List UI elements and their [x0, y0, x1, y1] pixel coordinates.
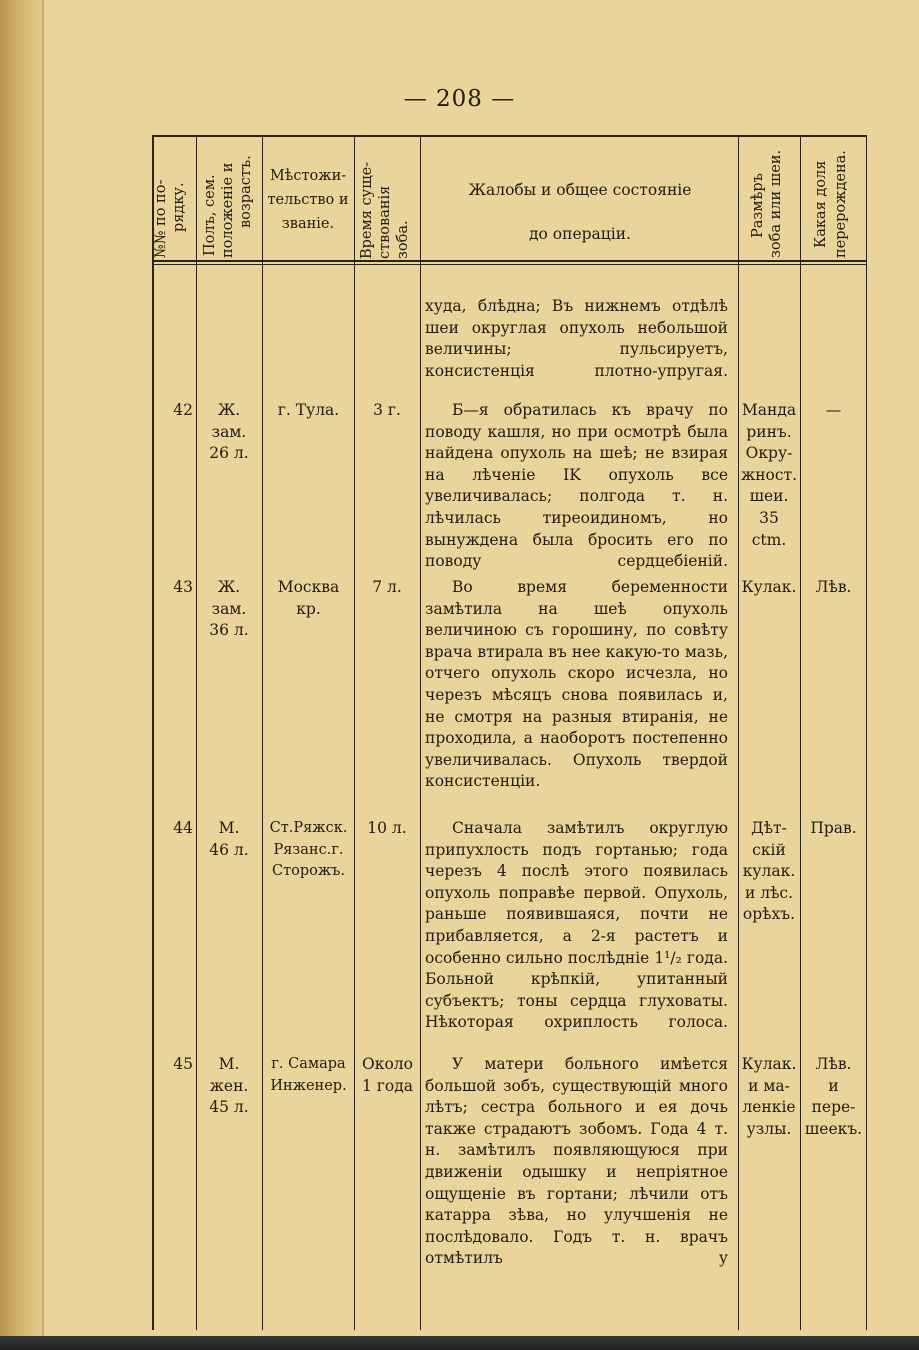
row-duration [357, 577, 417, 599]
header-residence: Мѣстожи-тельство и званіе. [267, 168, 349, 232]
table-top-rule [152, 135, 867, 137]
sex-line: Ж. [217, 401, 241, 419]
size-line: жност. [740, 465, 798, 484]
size-line: шеи. [749, 487, 789, 506]
size-line: Манда [741, 401, 797, 419]
size-line: 35 ctm. [751, 508, 787, 549]
row-lobe [803, 577, 864, 599]
size-line: кулак. [742, 862, 796, 881]
column-rule-5 [420, 135, 421, 1330]
age-line: 46 л. [209, 840, 249, 859]
header-duration-line-1: Время суще- [359, 161, 375, 259]
column-rule-3 [262, 135, 263, 1330]
duration-line: 3 г. [373, 401, 401, 419]
row-sex-age [199, 1054, 259, 1119]
size-line: орѣхъ. [742, 905, 796, 924]
duration-line: 1 года [361, 1076, 414, 1095]
duration-line: Около [362, 1055, 413, 1073]
column-rule-6 [738, 135, 739, 1330]
lobe-line: Прав. [810, 819, 857, 837]
row-size [740, 400, 798, 551]
row-complaint: Сначала замѣтилъ округлую припухлость подъ гортанью; года черезъ 4 послѣ этого появилась опухоль поправѣе первой. Опухоль, раньше появившаяся, почти не прибавляется, а 2-я растетъ и особенно сильно послѣдніе 1¹/₂ года. Больной крѣпкій, упитанный субъектъ; тоны сердца глуховаты. Нѣкоторая охриплость голоса. [425, 819, 728, 1032]
residence-line: Москва [277, 578, 340, 596]
sex-line: М. [218, 1055, 240, 1073]
row-number: 42 [173, 401, 193, 419]
row-complaint: Во время беременности замѣтила на шеѣ опухоль величиною съ горошину, по совѣту врача втирала въ нее какую-то мазь, отчего опухоль скоро исчезла, но черезъ мѣсяцъ снова появилась и, не смотря на разныя втиранія, не проходила, а наоборотъ постепенно увеличивалась. Опухоль твердой консистенціи. [425, 578, 728, 791]
size-line: и лѣс. [744, 883, 794, 902]
status-line: зам. [211, 422, 247, 441]
row-number: 43 [173, 578, 193, 596]
row-duration [357, 400, 417, 422]
residence-line: г. Самара [271, 1056, 346, 1072]
lobe-line: и [828, 1076, 839, 1095]
age-line: 45 л. [209, 1098, 249, 1117]
column-rule-8 [866, 135, 867, 1330]
header-sex-line-3: возрастъ. [238, 155, 254, 228]
sex-line: Ж. [217, 578, 241, 596]
row-residence [263, 818, 354, 883]
size-line: Дѣт- [751, 819, 787, 837]
row-complaint: У матери больного имѣется большой зобъ, существующій много лѣтъ; сестра больного и ея дочь также страдаютъ зобомъ. Года 4 т. н. замѣтилъ появляющуюся при движеніи одышку и непріятное ощущеніе въ гортани; лѣчили отъ катарра зѣва, но улучшенія не послѣдовало. Годъ т. н. врачъ отмѣтилъ у [425, 1055, 728, 1268]
row-lobe [803, 400, 864, 422]
size-line: ринъ. [746, 422, 792, 441]
residence-line: Рязанс.г. [273, 841, 344, 858]
row-size [740, 818, 798, 926]
header-number-line-2: рядку. [171, 182, 187, 232]
lobe-line: Лѣв. [815, 1055, 852, 1073]
page-number: — 208 — [403, 86, 516, 112]
size-line: ленкіе [742, 1098, 796, 1117]
row-sex-age [199, 400, 259, 465]
lobe-line: пере- [811, 1098, 856, 1117]
header-lobe-line-1: Какая доля [813, 160, 829, 248]
sex-line: М. [218, 819, 240, 837]
header-duration-line-3: зоба. [395, 220, 411, 259]
scan-bottom-edge [0, 1336, 919, 1350]
column-rule-4 [354, 135, 355, 1330]
column-rule-1 [152, 135, 154, 1330]
book-binding-edge [0, 0, 44, 1350]
column-rule-7 [800, 135, 801, 1330]
header-lobe-line-2: перерождена. [833, 150, 849, 258]
row-residence [263, 1054, 354, 1097]
row-lobe [803, 1054, 864, 1140]
header-sex-line-1: Полъ, сем. [202, 174, 218, 256]
lobe-line: — [825, 401, 842, 419]
continuation-complaint: худа, блѣдна; Въ нижнемъ отдѣлѣ шеи округлая опухоль небольшой величины; пульсируетъ, консистенція плотно-упругая. [425, 297, 728, 380]
residence-line: Инженер. [270, 1077, 347, 1094]
size-line: узлы. [746, 1119, 792, 1138]
header-duration-line-2: ствованія [377, 185, 393, 259]
header-size-line-2: зоба или шеи. [768, 149, 784, 258]
row-size [740, 577, 798, 599]
size-line: Кулак. [741, 578, 797, 596]
status-line: жен. [209, 1076, 249, 1095]
residence-line: Ст.Ряжск. [269, 820, 348, 836]
header-complaints-line-2: до операціи. [529, 225, 631, 243]
size-line: Окру- [745, 444, 793, 463]
row-sex-age [199, 818, 259, 861]
header-bottom-rule [152, 260, 867, 262]
lobe-line: шеекъ. [804, 1119, 863, 1138]
row-number: 44 [173, 819, 193, 837]
header-number-line-1: №№ по по- [153, 179, 169, 258]
row-sex-age [199, 577, 259, 642]
age-line: 36 л. [209, 621, 249, 640]
size-line: и ма- [748, 1076, 790, 1095]
header-sex-line-2: положеніе и [220, 162, 236, 258]
size-line: скій [752, 840, 786, 859]
row-lobe [803, 818, 864, 840]
row-duration [357, 818, 417, 840]
residence-line: кр. [296, 599, 321, 618]
residence-line: г. Тула. [277, 401, 340, 419]
header-size-line-1: Размѣръ [750, 173, 766, 238]
row-size [740, 1054, 798, 1140]
status-line: зам. [211, 599, 247, 618]
duration-line: 10 л. [367, 819, 407, 837]
header-bottom-rule-2 [152, 264, 867, 265]
row-residence [265, 400, 352, 422]
row-duration [356, 1054, 419, 1097]
duration-line: 7 л. [372, 578, 402, 596]
row-residence [265, 577, 352, 620]
lobe-line: Лѣв. [815, 578, 852, 596]
residence-line: Сторожъ. [271, 863, 346, 880]
header-complaints-line-1: Жалобы и общее состояніе [468, 181, 692, 199]
header-complaints [425, 168, 735, 256]
row-number: 45 [173, 1055, 193, 1073]
column-rule-2 [196, 135, 197, 1330]
age-line: 26 л. [209, 444, 249, 463]
row-complaint: Б—я обратилась къ врачу по поводу кашля, но при осмотрѣ была найдена опухоль на шеѣ; не взирая на лѣченіе IK опухоль все увеличивалась; полгода т. н. лѣчилась тиреоидиномъ, но вынуждена была бросить его по поводу сердцебіеній. [425, 401, 728, 571]
size-line: Кулак. [741, 1055, 797, 1073]
